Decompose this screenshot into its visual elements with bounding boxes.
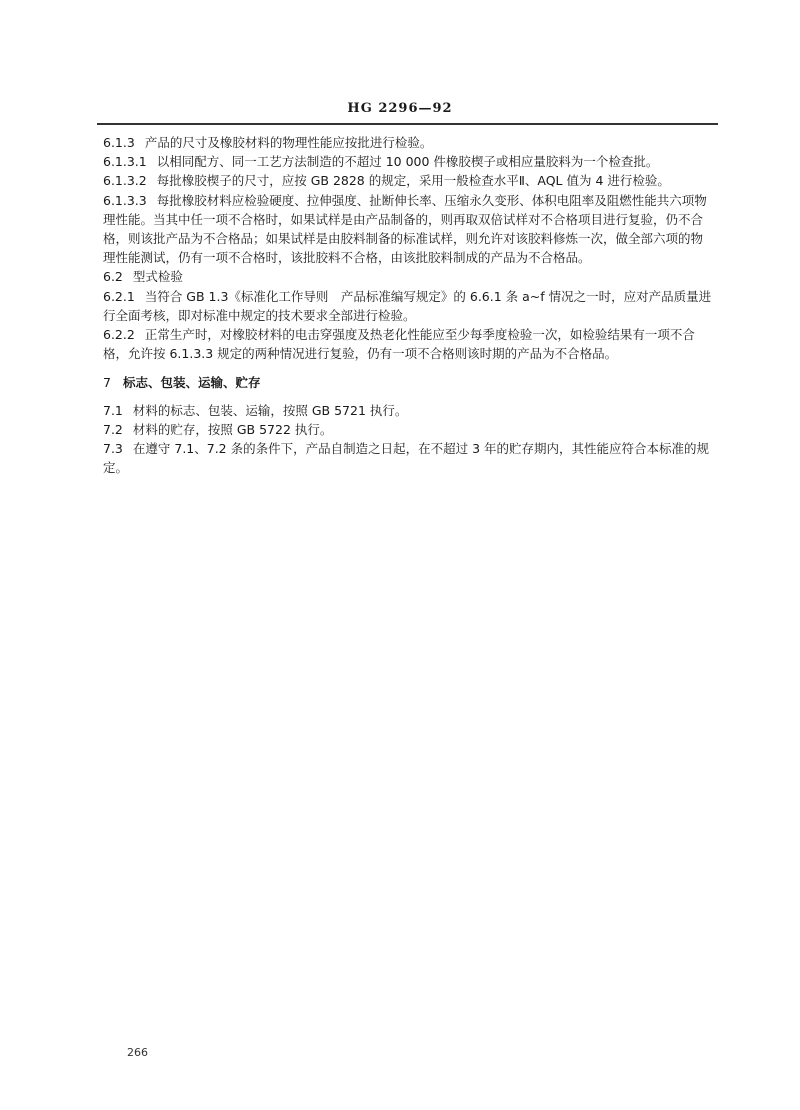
clause-number: 6.1.3.3 xyxy=(103,192,147,208)
clause-text: 每批橡胶楔子的尺寸，应按 GB 2828 的规定，采用一般检查水平Ⅱ、AQL 值为 4 进行检验。 xyxy=(156,173,670,189)
clause-6-1-3 xyxy=(103,133,715,152)
document-code-header: HG 2296—92 xyxy=(347,101,453,116)
section-number: 7 xyxy=(103,375,111,391)
clause-6-1-3-2 xyxy=(103,171,715,190)
clause-number: 6.1.3 xyxy=(103,135,135,150)
clause-number: 7.3 xyxy=(103,441,123,457)
clause-number: 7.2 xyxy=(103,421,123,437)
clause-text: 在遵守 7.1、7.2 条的条件下，产品自制造之日起，在不超过 3 年的贮存期内，其性能应符合本标准的规定。 xyxy=(103,441,709,476)
section-title: 标志、包装、运输、贮存 xyxy=(122,375,261,391)
clause-text: 以相同配方、同一工艺方法制造的不超过 10 000 件橡胶楔子或相应量胶料为一个检查批。 xyxy=(156,154,659,170)
clause-6-2 xyxy=(103,267,715,286)
clause-7-2 xyxy=(103,420,715,439)
clause-text: 材料的贮存，按照 GB 5722 执行。 xyxy=(132,421,333,437)
clause-text: 每批橡胶材料应检验硬度、拉伸强度、扯断伸长率、压缩永久变形、体积电阻率及阻燃性能共六项物理性能。当其中任一项不合格时，如果试样是由产品制备的，则再取双倍试样对不合格项目进行复验，仍不合格，则该批产品为不合格品；如果试样是由胶料制备的标准试样，则允许对该胶料修炼一次，做全部六项的物理性能测试，仍有一项不合格时，该批胶料不合格，由该批胶料制成的产品为不合格品。 xyxy=(103,192,707,266)
clause-number: 6.2.2 xyxy=(103,327,135,343)
clause-6-2-1 xyxy=(103,287,715,325)
header-rule xyxy=(97,123,718,125)
clause-number: 6.1.3.2 xyxy=(103,173,147,189)
section-7-heading xyxy=(103,373,715,392)
page-number: 266 xyxy=(127,1046,148,1059)
clause-7-3 xyxy=(103,439,715,477)
clause-text: 材料的标志、包装、运输，按照 GB 5721 执行。 xyxy=(132,402,408,418)
clause-text: 当符合 GB 1.3《标准化工作导则 产品标准编写规定》的 6.6.1 条 a~f 情况之一时，应对产品质量进行全面考核，即对标准中规定的技术要求全部进行检验。 xyxy=(103,288,712,323)
clause-6-1-3-1 xyxy=(103,152,715,171)
clause-7-1 xyxy=(103,401,715,420)
clause-number: 7.1 xyxy=(103,402,123,418)
clause-6-2-2 xyxy=(103,325,715,363)
clause-number: 6.2 xyxy=(103,269,123,285)
clause-text: 产品的尺寸及橡胶材料的物理性能应按批进行检验。 xyxy=(144,135,433,150)
clause-number: 6.1.3.1 xyxy=(103,154,147,170)
document-body xyxy=(103,133,715,477)
clause-text: 型式检验 xyxy=(132,269,183,285)
clause-number: 6.2.1 xyxy=(103,288,135,304)
clause-6-1-3-3 xyxy=(103,191,715,268)
clause-text: 正常生产时，对橡胶材料的电击穿强度及热老化性能应至少每季度检验一次，如检验结果有一项不合格，允许按 6.1.3.3 规定的两种情况进行复验，仍有一项不合格则该时期的产品为不合格品。 xyxy=(103,327,695,362)
